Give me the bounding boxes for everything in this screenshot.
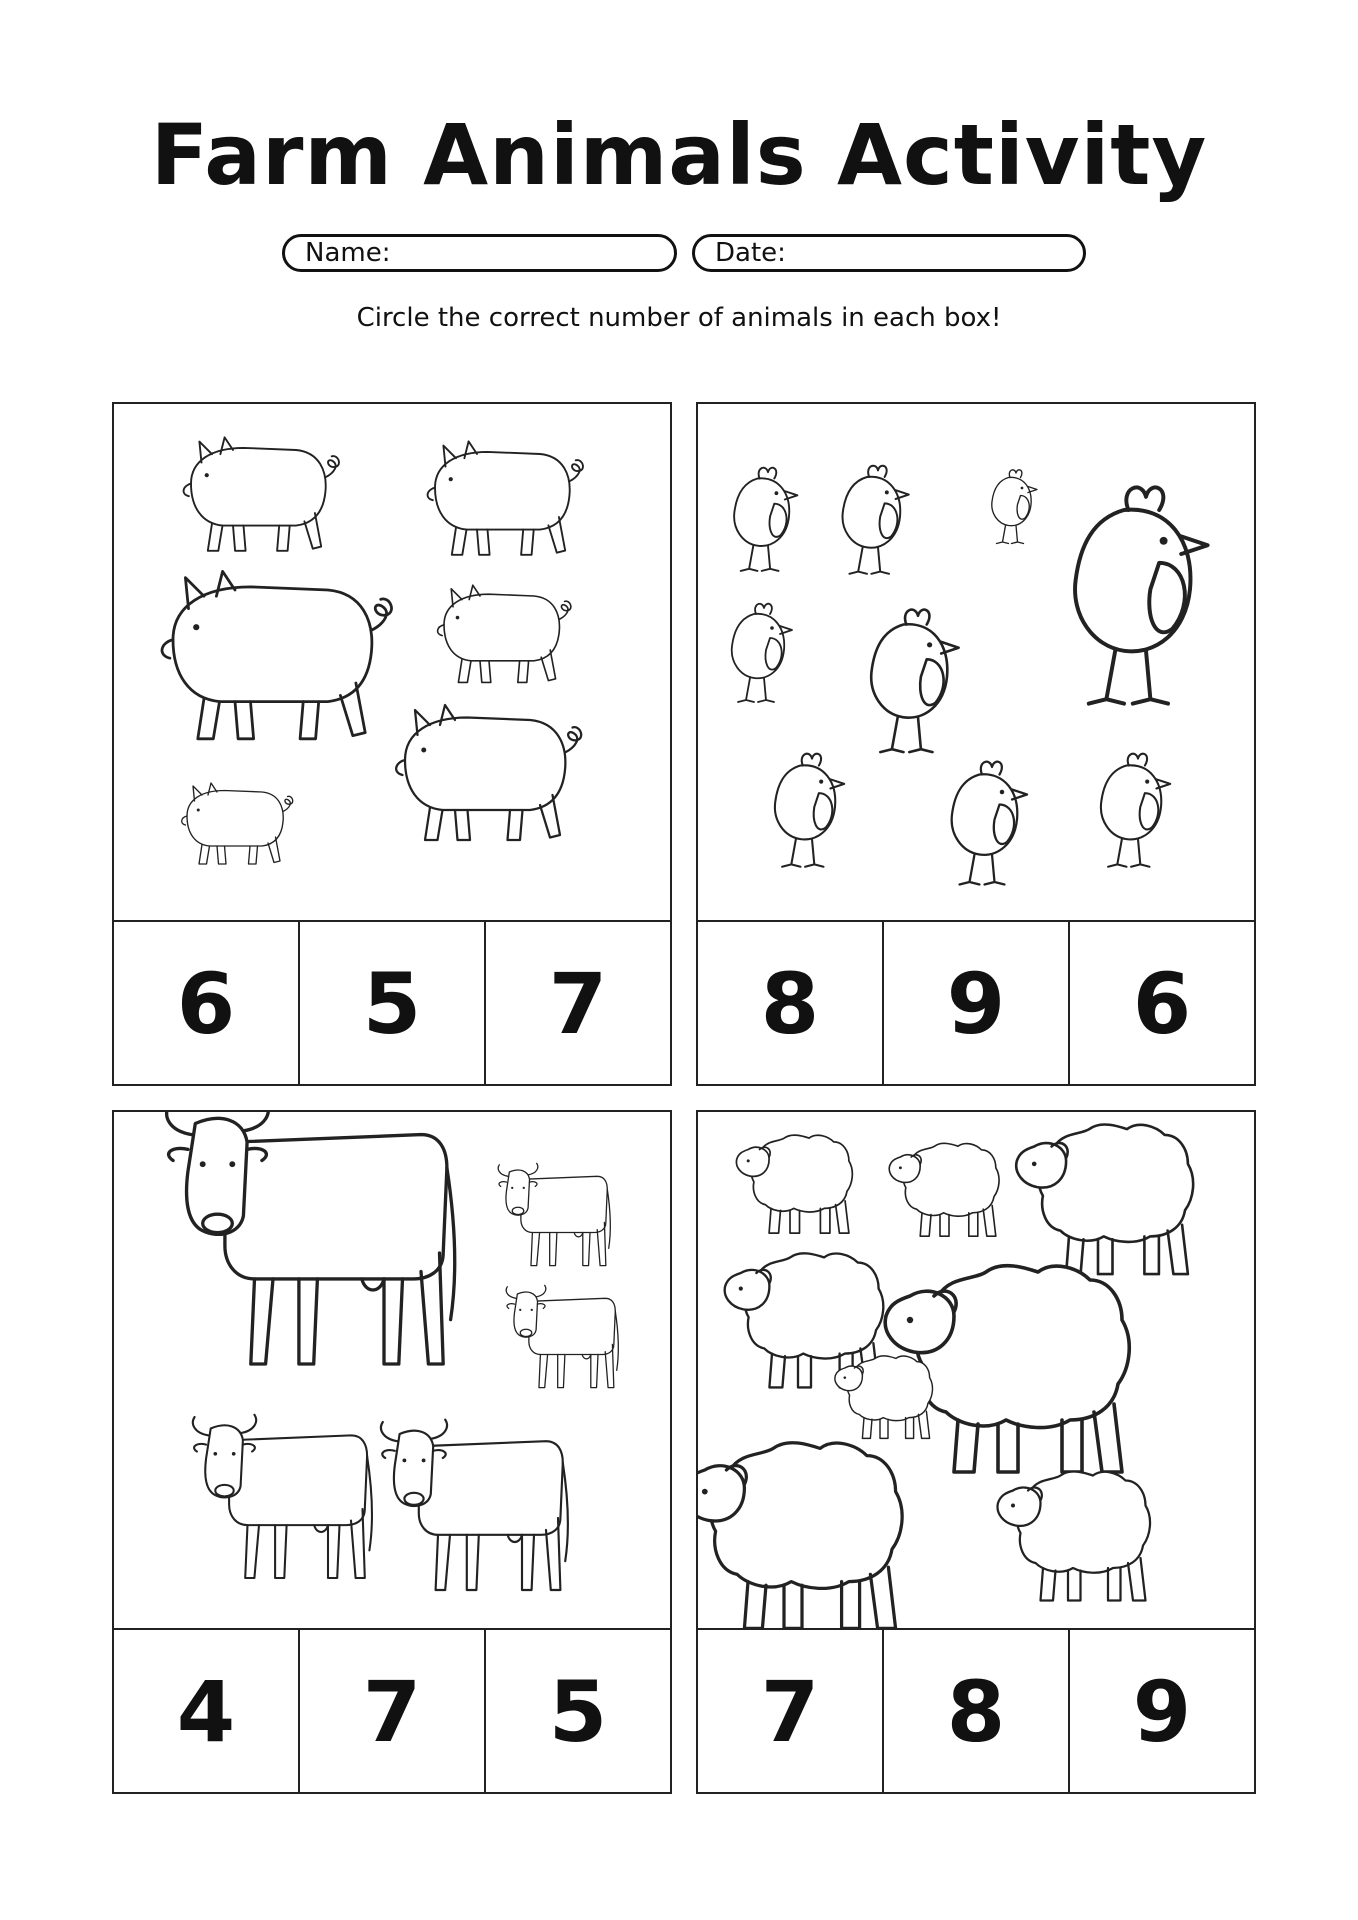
date-label: Date: bbox=[715, 238, 786, 268]
cows-illustration bbox=[114, 1112, 670, 1628]
cow-choice-3[interactable]: 5 bbox=[548, 1663, 608, 1761]
pig-choice-2[interactable]: 5 bbox=[300, 922, 486, 1086]
sheep-choice-2[interactable]: 8 bbox=[884, 1630, 1070, 1794]
sheep-counting-panel bbox=[696, 1110, 1256, 1794]
cow-4 bbox=[193, 1415, 372, 1578]
cow-5 bbox=[381, 1420, 568, 1590]
chick-5 bbox=[732, 604, 792, 702]
sheep-choice-3[interactable]: 9 bbox=[1132, 1663, 1192, 1761]
pig-answer-choices bbox=[114, 920, 670, 1086]
chick-4 bbox=[1075, 487, 1208, 703]
chick-1 bbox=[734, 468, 797, 571]
chick-counting-panel bbox=[696, 402, 1256, 1086]
cow-1 bbox=[167, 1112, 455, 1364]
cow-2 bbox=[498, 1163, 610, 1265]
chick-9 bbox=[1101, 754, 1170, 867]
cow-choice-2[interactable]: 7 bbox=[300, 1630, 486, 1794]
date-field[interactable] bbox=[692, 234, 1086, 272]
sheep-answer-choices bbox=[698, 1628, 1254, 1794]
chick-3 bbox=[992, 470, 1037, 544]
instructions: Circle the correct number of animals in each box! bbox=[356, 303, 1002, 333]
chicks-illustration bbox=[698, 404, 1254, 920]
name-field[interactable] bbox=[282, 234, 677, 272]
name-label: Name: bbox=[305, 238, 391, 268]
chick-7 bbox=[775, 754, 844, 867]
chick-choice-1[interactable]: 8 bbox=[698, 922, 884, 1086]
pig-choice-1[interactable]: 6 bbox=[114, 922, 300, 1086]
sheep-7 bbox=[698, 1443, 902, 1628]
chick-choice-3[interactable]: 6 bbox=[1132, 955, 1192, 1053]
pig-4 bbox=[438, 585, 571, 682]
cow-3 bbox=[506, 1285, 618, 1387]
cow-counting-panel bbox=[112, 1110, 672, 1794]
chick-answer-choices bbox=[698, 920, 1254, 1086]
cow-answer-choices bbox=[114, 1628, 670, 1794]
sheep-illustration bbox=[698, 1112, 1254, 1628]
cow-choice-1[interactable]: 4 bbox=[114, 1630, 300, 1794]
sheep-6 bbox=[835, 1356, 933, 1439]
sheep-8 bbox=[998, 1472, 1151, 1601]
pig-3 bbox=[162, 571, 391, 738]
chick-2 bbox=[843, 466, 909, 574]
worksheet-title: Farm Animals Activity bbox=[150, 106, 1208, 204]
pig-counting-panel bbox=[112, 402, 672, 1086]
sheep-1 bbox=[736, 1135, 852, 1233]
chick-8 bbox=[952, 762, 1027, 885]
chick-6 bbox=[871, 610, 958, 752]
pig-1 bbox=[184, 437, 339, 550]
sheep-3 bbox=[1016, 1125, 1193, 1275]
pig-choice-3[interactable]: 7 bbox=[548, 955, 608, 1053]
pigs-illustration bbox=[114, 404, 670, 920]
chick-choice-2[interactable]: 9 bbox=[884, 922, 1070, 1086]
sheep-choice-1[interactable]: 7 bbox=[698, 1630, 884, 1794]
pig-6 bbox=[182, 783, 293, 864]
pig-5 bbox=[396, 705, 581, 840]
sheep-2 bbox=[889, 1143, 999, 1236]
pig-2 bbox=[428, 441, 583, 554]
